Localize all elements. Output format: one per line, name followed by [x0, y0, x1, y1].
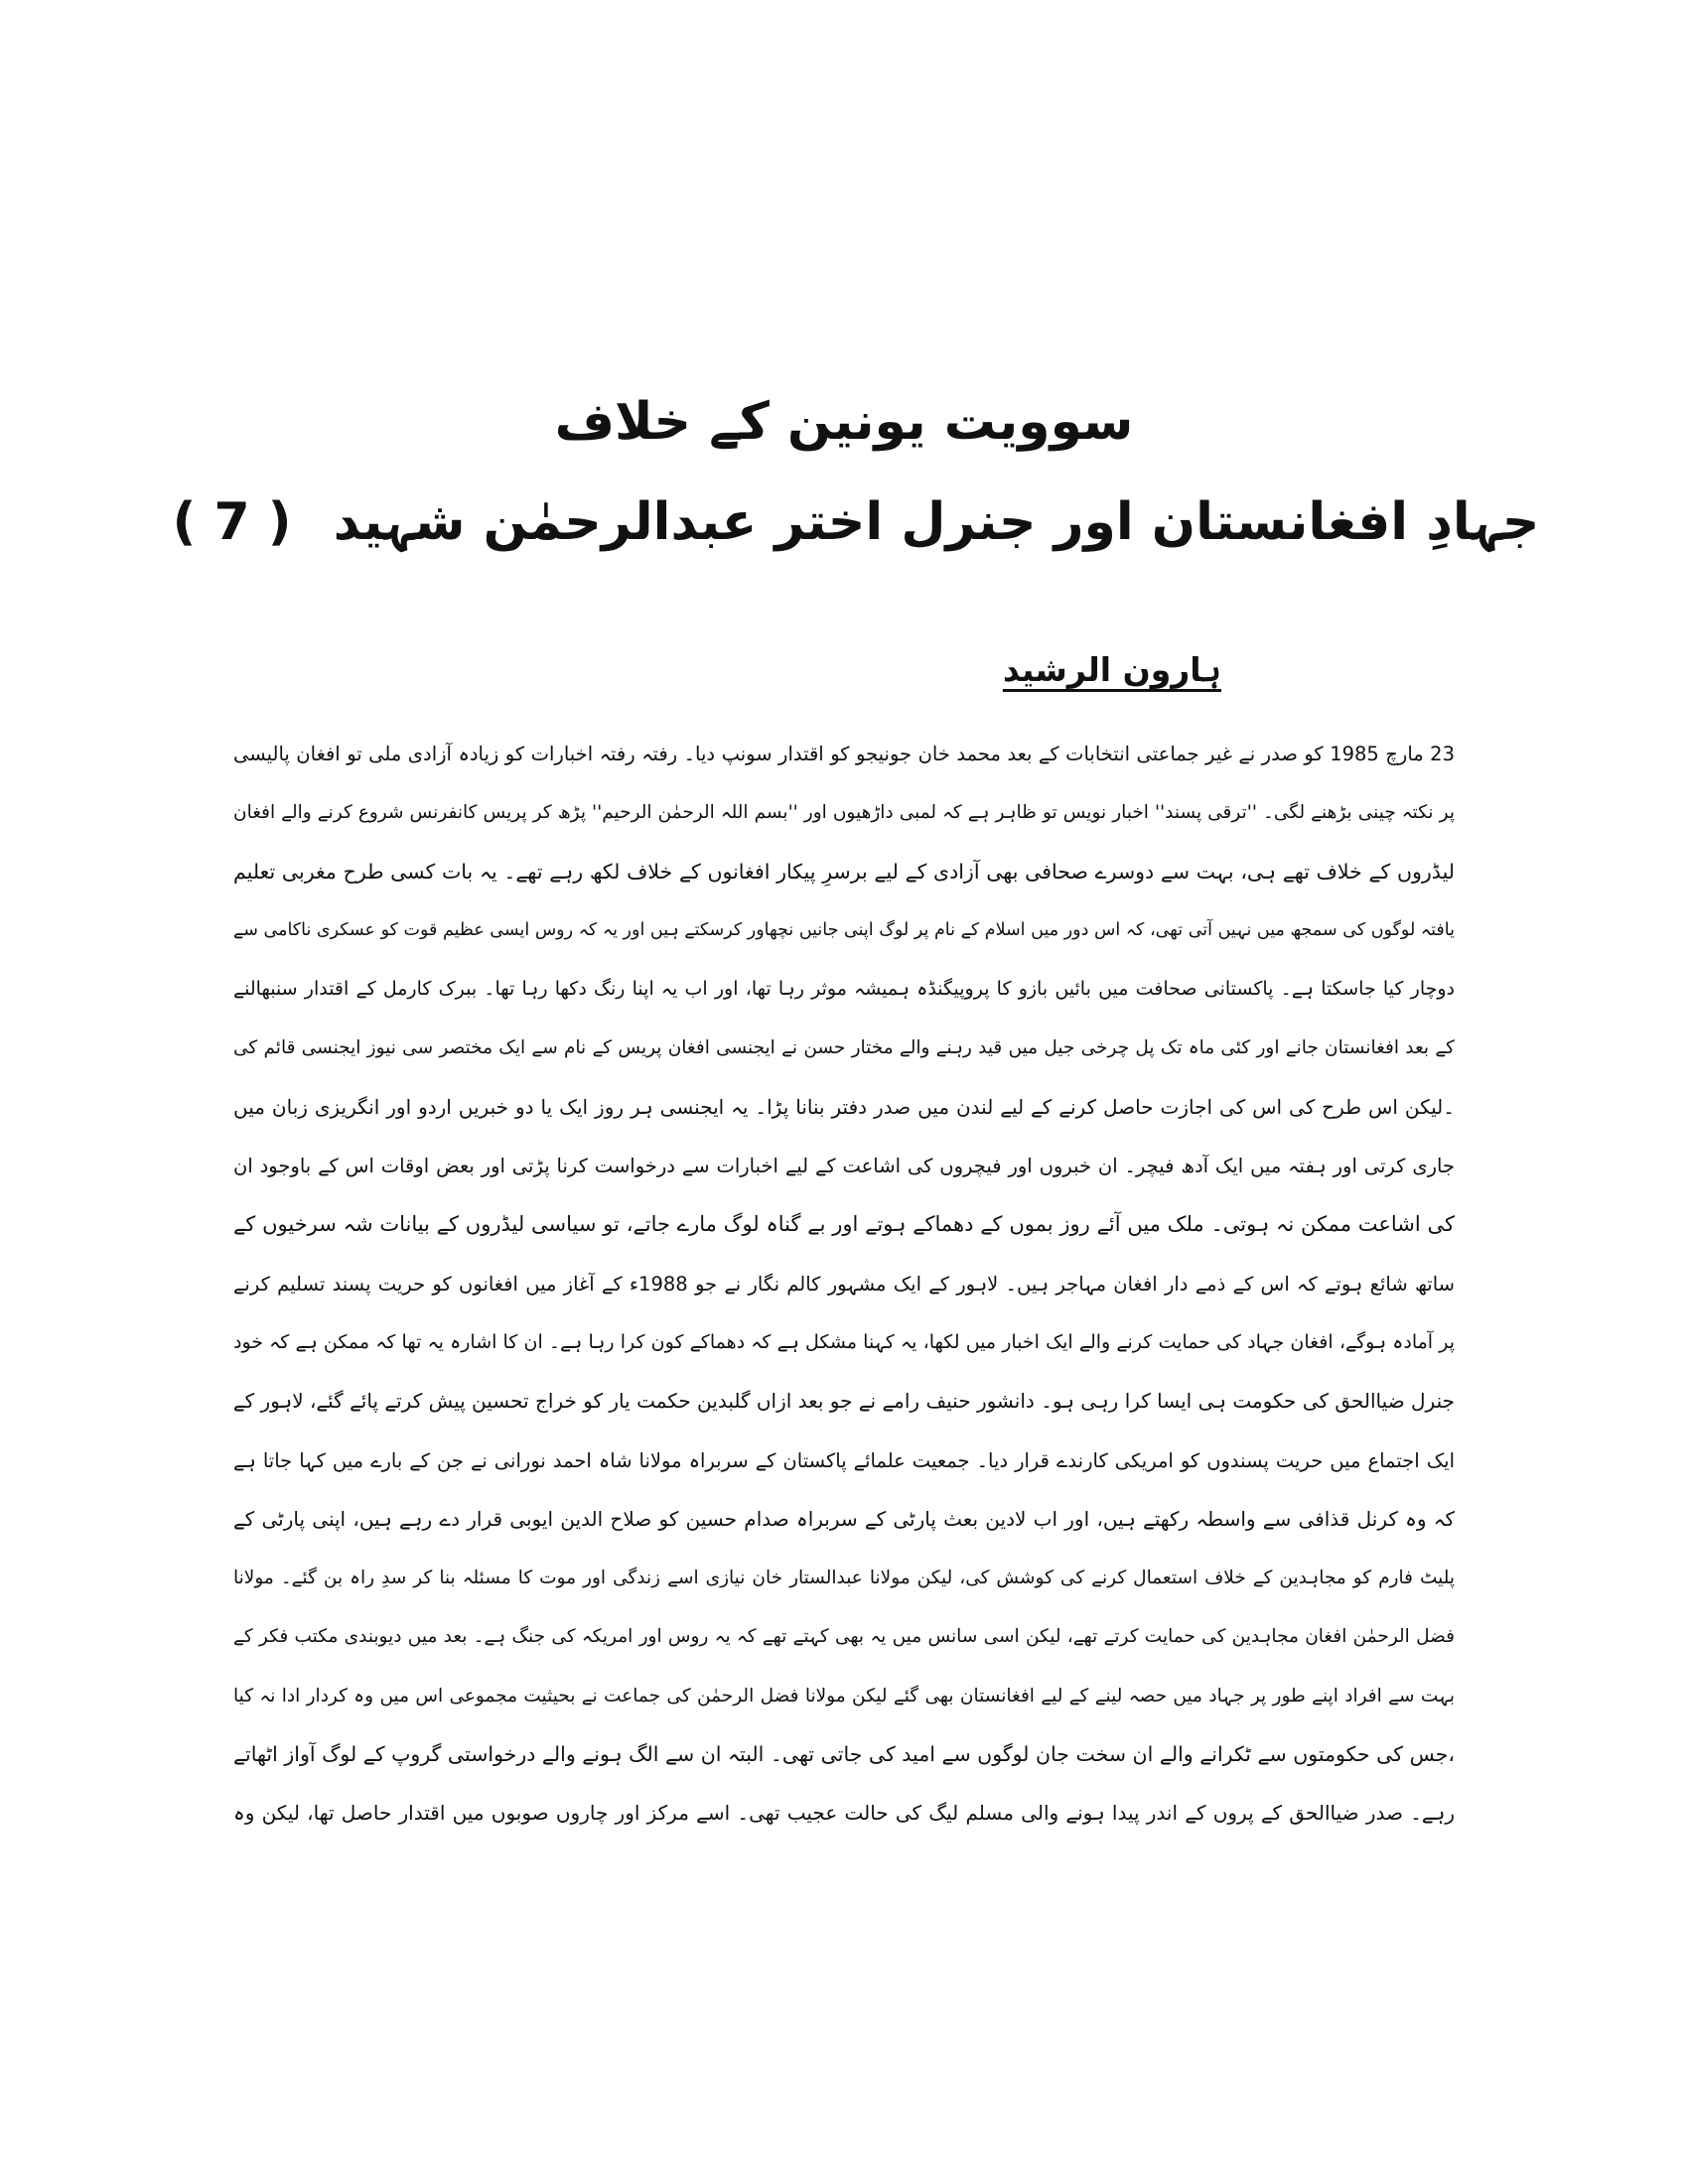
body-line: پلیٹ فارم کو مجاہدین کے خلاف استعمال کرنے کی کوشش کی، لیکن مولانا عبدالستار خان نیازی اسے زندگی اور موت کا مسئلہ بنا کر سدِ راہ بن گئے۔ مولانا — [233, 1568, 1455, 1589]
body-line: کہ وہ کرنل قذافی سے واسطہ رکھتے ہیں، اور اب لادین بعث پارٹی کے سربراہ صدام حسین کو صلاح الدین ایوبی قرار دے رہے ہیں، اپنی پارٹی کے — [233, 1506, 1455, 1531]
body-line: لیڈروں کے خلاف تھے ہی، بہت سے دوسرے صحافی بھی آزادی کے لیے برسرِ پیکار افغانوں کے خلاف لکھ رہے تھے۔ یہ بات کسی طرح مغربی تعلیم — [233, 859, 1455, 884]
body-line: ،جس کی حکومتوں سے ٹکرانے والے ان سخت جان لوگوں سے امید کی جاتی تھی۔ البتہ ان سے الگ ہونے والے درخواستی گروپ کے لوگ آواز اٹھاتے — [233, 1742, 1455, 1767]
title-line-2 — [0, 473, 1688, 572]
body-line: 23 مارچ 1985 کو صدر نے غیر جماعتی انتخابات کے بعد محمد خان جونیجو کو اقتدار سونپ دیا۔ رفتہ رفتہ اخبارات کو زیادہ آزادی ملی تو افغان پالیسی — [233, 743, 1455, 765]
body-line: جاری کرتی اور ہفتہ میں ایک آدھ فیچر۔ ان خبروں اور فیچروں کی اشاعت کے لیے اخبارات سے درخواست کرنا پڑتی اور بعض اوقات اس کے باوجود ان — [233, 1155, 1455, 1178]
body-line: فضل الرحمٰن افغان مجاہدین کی حمایت کرتے تھے، لیکن اسی سانس میں یہ بھی کہتے تھے کہ یہ روس اور امریکہ کی جنگ ہے۔ بعد میں دیوبندی مکتب فکر کے — [233, 1626, 1455, 1648]
body-line: پر آمادہ ہوگے، افغان جہاد کی حمایت کرنے والے ایک اخبار میں لکھا، یہ کہنا مشکل ہے کہ دھماکے کون کرا رہا ہے۔ ان کا اشارہ یہ تھا کہ ممکن ہے کہ خود — [233, 1330, 1455, 1353]
author-name: ہارون الرشید — [1002, 650, 1221, 689]
title-line-1: سوویت یونین کے خلاف — [554, 392, 1134, 452]
episode-number: ( 7 ) — [172, 492, 292, 552]
body-line: جنرل ضیاالحق کی حکومت ہی ایسا کرا رہی ہو۔ دانشور حنیف رامے نے جو بعد ازاں گلبدین حکمت یار کو خراج تحسین پیش کرتے پائے گئے، لاہور کے — [233, 1389, 1455, 1414]
body-line: بہت سے افراد اپنے طور پر جہاد میں حصہ لینے کے لیے افغانستان بھی گئے لیکن مولانا فضل الرحمٰن کی جماعت نے بحیثیت مجموعی اس میں وہ کردار ادا نہ کیا — [233, 1685, 1455, 1706]
body-line: یافتہ لوگوں کی سمجھ میں نہیں آتی تھی، کہ اس دور میں اسلام کے نام پر لوگ اپنی جانیں نچھاور کرسکتے ہیں اور یہ کہ روس ایسی عظیم قوت کو عسکری ناکامی سے — [233, 919, 1455, 940]
body-line: ایک اجتماع میں حریت پسندوں کو امریکی کارندے قرار دیا۔ جمعیت علمائے پاکستان کے سربراہ مولانا شاہ احمد نورانی نے جن کے بارے میں کہا جاتا ہے — [233, 1448, 1455, 1472]
body-line: ۔لیکن اس طرح کی اس کی اجازت حاصل کرنے کے لیے لندن میں صدر دفتر بنانا پڑا۔ یہ ایجنسی ہر روز ایک یا دو خبریں اردو اور انگریزی زبان میں — [233, 1094, 1455, 1119]
body-line: ساتھ شائع ہوتے کہ اس کے ذمے دار افغان مہاجر ہیں۔ لاہور کے ایک مشہور کالم نگار نے جو 1988ء کے آغاز میں افغانوں کو حریت پسند تسلیم کرنے — [233, 1272, 1455, 1296]
body-line: پر نکتہ چینی بڑھنے لگی۔ ''ترقی پسند'' اخبار نویس تو ظاہر ہے کہ لمبی داڑھیوں اور ''بسم اللہ الرحمٰن الرحیم'' پڑھ کر پریس کانفرنس شروع کرنے والے افغان — [233, 802, 1455, 824]
article-body — [233, 725, 1455, 1843]
body-line: کی اشاعت ممکن نہ ہوتی۔ ملک میں آئے روز بموں کے دھماکے ہوتے اور بے گناہ لوگ مارے جاتے، تو سیاسی لیڈروں کے بیانات شہ سرخیوں کے — [233, 1212, 1455, 1237]
body-line: کے بعد افغانستان جانے اور کئی ماہ تک پل چرخی جیل میں قید رہنے والے مختار حسن نے ایجنسی افغان پریس کے نام سے ایک مختصر سی نیوز ایجنسی قائم کی — [233, 1037, 1455, 1059]
title-line-2-text: جہادِ افغانستان اور جنرل اختر عبدالرحمٰن شہید — [333, 492, 1540, 552]
title-block — [0, 377, 1688, 572]
body-line: رہے۔ صدر ضیاالحق کے پروں کے اندر پیدا ہونے والی مسلم لیگ کی حالت عجیب تھی۔ اسے مرکز اور چاروں صوبوں میں اقتدار حاصل تھا، لیکن وہ — [233, 1801, 1455, 1826]
body-line: دوچار کیا جاسکتا ہے۔ پاکستانی صحافت میں بائیں بازو کا پروپیگنڈہ ہمیشہ موثر رہا تھا، اور اب یہ اپنا رنگ دکھا رہا تھا۔ ببرک کارمل کے اقتدار سنبھالنے — [233, 978, 1455, 1001]
